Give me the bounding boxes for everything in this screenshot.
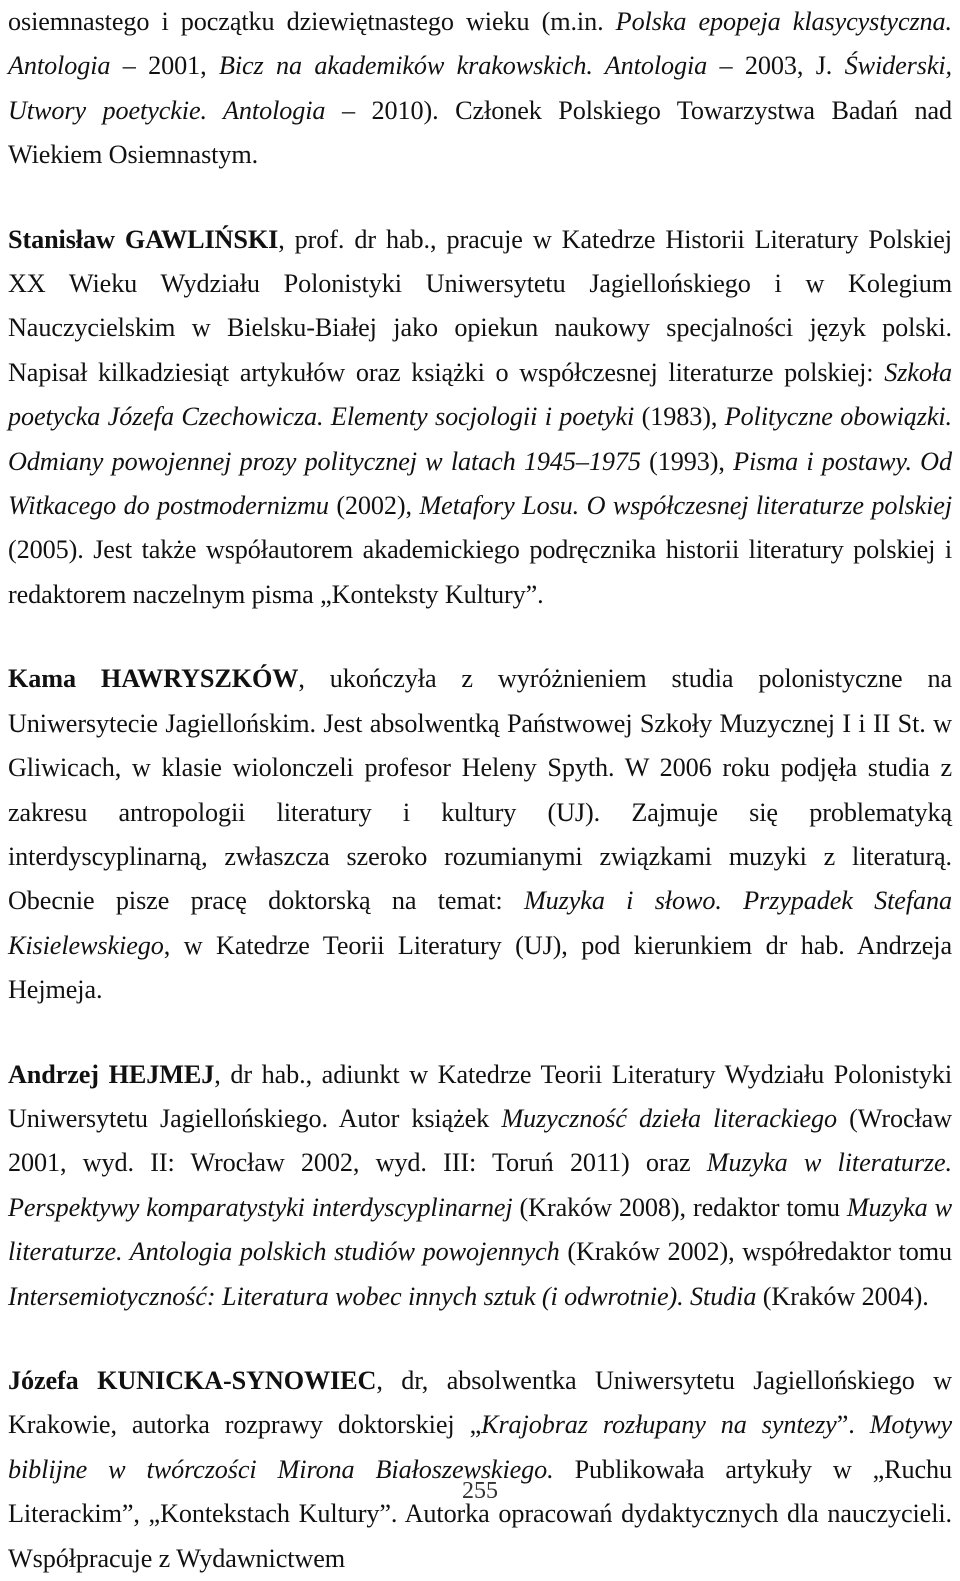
publication-title: Krajobraz rozłupany na syntezy xyxy=(481,1410,837,1440)
publication-title: Intersemiotyczność: Literatura wobec innych sztuk (i odwrotnie). Studia xyxy=(8,1281,757,1311)
bio-text: , prof. dr hab., pracuje w Katedrze Historii Literatury Polskiej XX Wieku Wydziału Polonistyki Uniwersytetu Jagiellońskiego i w Kolegium Nauczycielskim w Bielsku-Białej jako opiekun naukowy specjalności język polski. Napisał kilkadziesiąt artykułów oraz książki o współczesnej literaturze polskiej: xyxy=(8,224,952,387)
bio-text: – 2001, xyxy=(110,51,219,81)
bio-text: (Kraków 2004). xyxy=(756,1281,929,1311)
publication-title: Muzyka w literaturze. Antologia polskich studiów powojennych xyxy=(8,1192,953,1267)
publication-title: Polityczne obowiązki. Odmiany powojennej prozy politycznej w latach 1945–1975 xyxy=(8,402,953,476)
bio-paragraph-hawryszkow xyxy=(8,657,952,1012)
author-name: Józefa KUNICKA-SYNOWIEC xyxy=(8,1365,377,1395)
author-name: Andrzej HEJMEJ xyxy=(8,1059,215,1089)
bio-text: osiemnastego i początku dziewiętnastego wieku (m.in. xyxy=(8,7,616,36)
publication-title: Szkoła poetycka Józefa Czechowicza. Elementy socjologii i poetyki xyxy=(8,357,952,432)
publication-title: Muzyczność dzieła literackiego xyxy=(501,1103,837,1133)
bio-paragraph-gawlinski xyxy=(8,218,952,618)
bio-text: , dr hab., adiunkt w Katedrze Teorii Literatury Wydziału Polonistyki Uniwersytetu Jagiellońskiego. Autor książek xyxy=(8,1059,952,1133)
bio-text: (2002), xyxy=(328,491,420,521)
bio-text: , w Katedrze Teorii Literatury (UJ), pod kierunkiem dr hab. Andrzeja Hejmeja. xyxy=(8,930,952,1005)
publication-title: Muzyka i słowo. Przypadek Stefana Kisielewskiego xyxy=(8,886,952,960)
bio-paragraph-kunicka-synowiec xyxy=(8,1359,952,1581)
bio-text: (1983), xyxy=(634,402,725,432)
author-name: Kama HAWRYSZKÓW xyxy=(8,664,299,694)
bio-text: – 2003, J. xyxy=(707,51,845,81)
publication-title: Bicz na akademików krakowskich. Antologia xyxy=(218,51,708,81)
bio-text: – 2010). Członek Polskiego Towarzystwa Badań nad Wiekiem Osiemnastym. xyxy=(8,95,952,170)
bio-text: (1993), xyxy=(640,446,734,476)
author-name: Stanisław GAWLIŃSKI xyxy=(8,224,279,254)
bio-paragraph-continuation xyxy=(8,0,952,178)
bio-text: (Kraków 2008), redaktor tomu xyxy=(512,1192,847,1222)
publication-title: Motywy biblijne w twórczości Mirona Białoszewskiego. xyxy=(8,1410,952,1484)
bio-paragraph-hejmej xyxy=(8,1053,952,1319)
document-page xyxy=(8,0,952,1581)
bio-text: (Wrocław 2001, wyd. II: Wrocław 2002, wyd. III: Toruń 2011) oraz xyxy=(8,1103,952,1178)
bio-text: (Kraków 2002), współredaktor tomu xyxy=(559,1237,952,1267)
bio-text: , dr, absolwentka Uniwersytetu Jagiellońskiego w Krakowie, autorka rozprawy doktorskiej „ xyxy=(8,1365,952,1440)
publication-title: Polska epopeja klasycystyczna. Antologia xyxy=(8,7,952,81)
bio-text: Publikowała artykuły w „Ruchu Literackim”, „Kontekstach Kultury”. Autorka opracowań dydaktycznych dla nauczycieli. Współpracuje z Wydawnictwem xyxy=(8,1454,953,1573)
publication-title: Muzyka w literaturze. Perspektywy komparatystyki interdyscyplinarnej xyxy=(8,1148,952,1222)
bio-text: ”. xyxy=(836,1410,870,1440)
bio-text: (2005). Jest także współautorem akademickiego podręcznika historii literatury polskiej i redaktorem naczelnym pisma „Konteksty Kultury”. xyxy=(8,535,952,609)
publication-title: Metafory Losu. O współczesnej literaturze polskiej xyxy=(419,491,952,521)
bio-text: , ukończyła z wyróżnieniem studia polonistyczne na Uniwersytecie Jagiellońskim. Jest absolwentką Państwowej Szkoły Muzycznej I i II St. w Gliwicach, w klasie wiolonczeli profesor Heleny Spyth. W 2006 roku podjęła studia z zakresu antropologii literatury i kultury (UJ). Zajmuje się problematyką interdyscyplinarną, zwłaszcza szeroko rozumianymi związkami muzyki z literaturą. Obecnie pisze pracę doktorską na temat: xyxy=(8,664,952,916)
publication-title: Świderski, Utwory poetyckie. Antologia xyxy=(8,51,952,125)
publication-title: Pisma i postawy. Od Witkacego do postmodernizmu xyxy=(8,446,952,521)
page-number: 255 xyxy=(462,1478,498,1504)
